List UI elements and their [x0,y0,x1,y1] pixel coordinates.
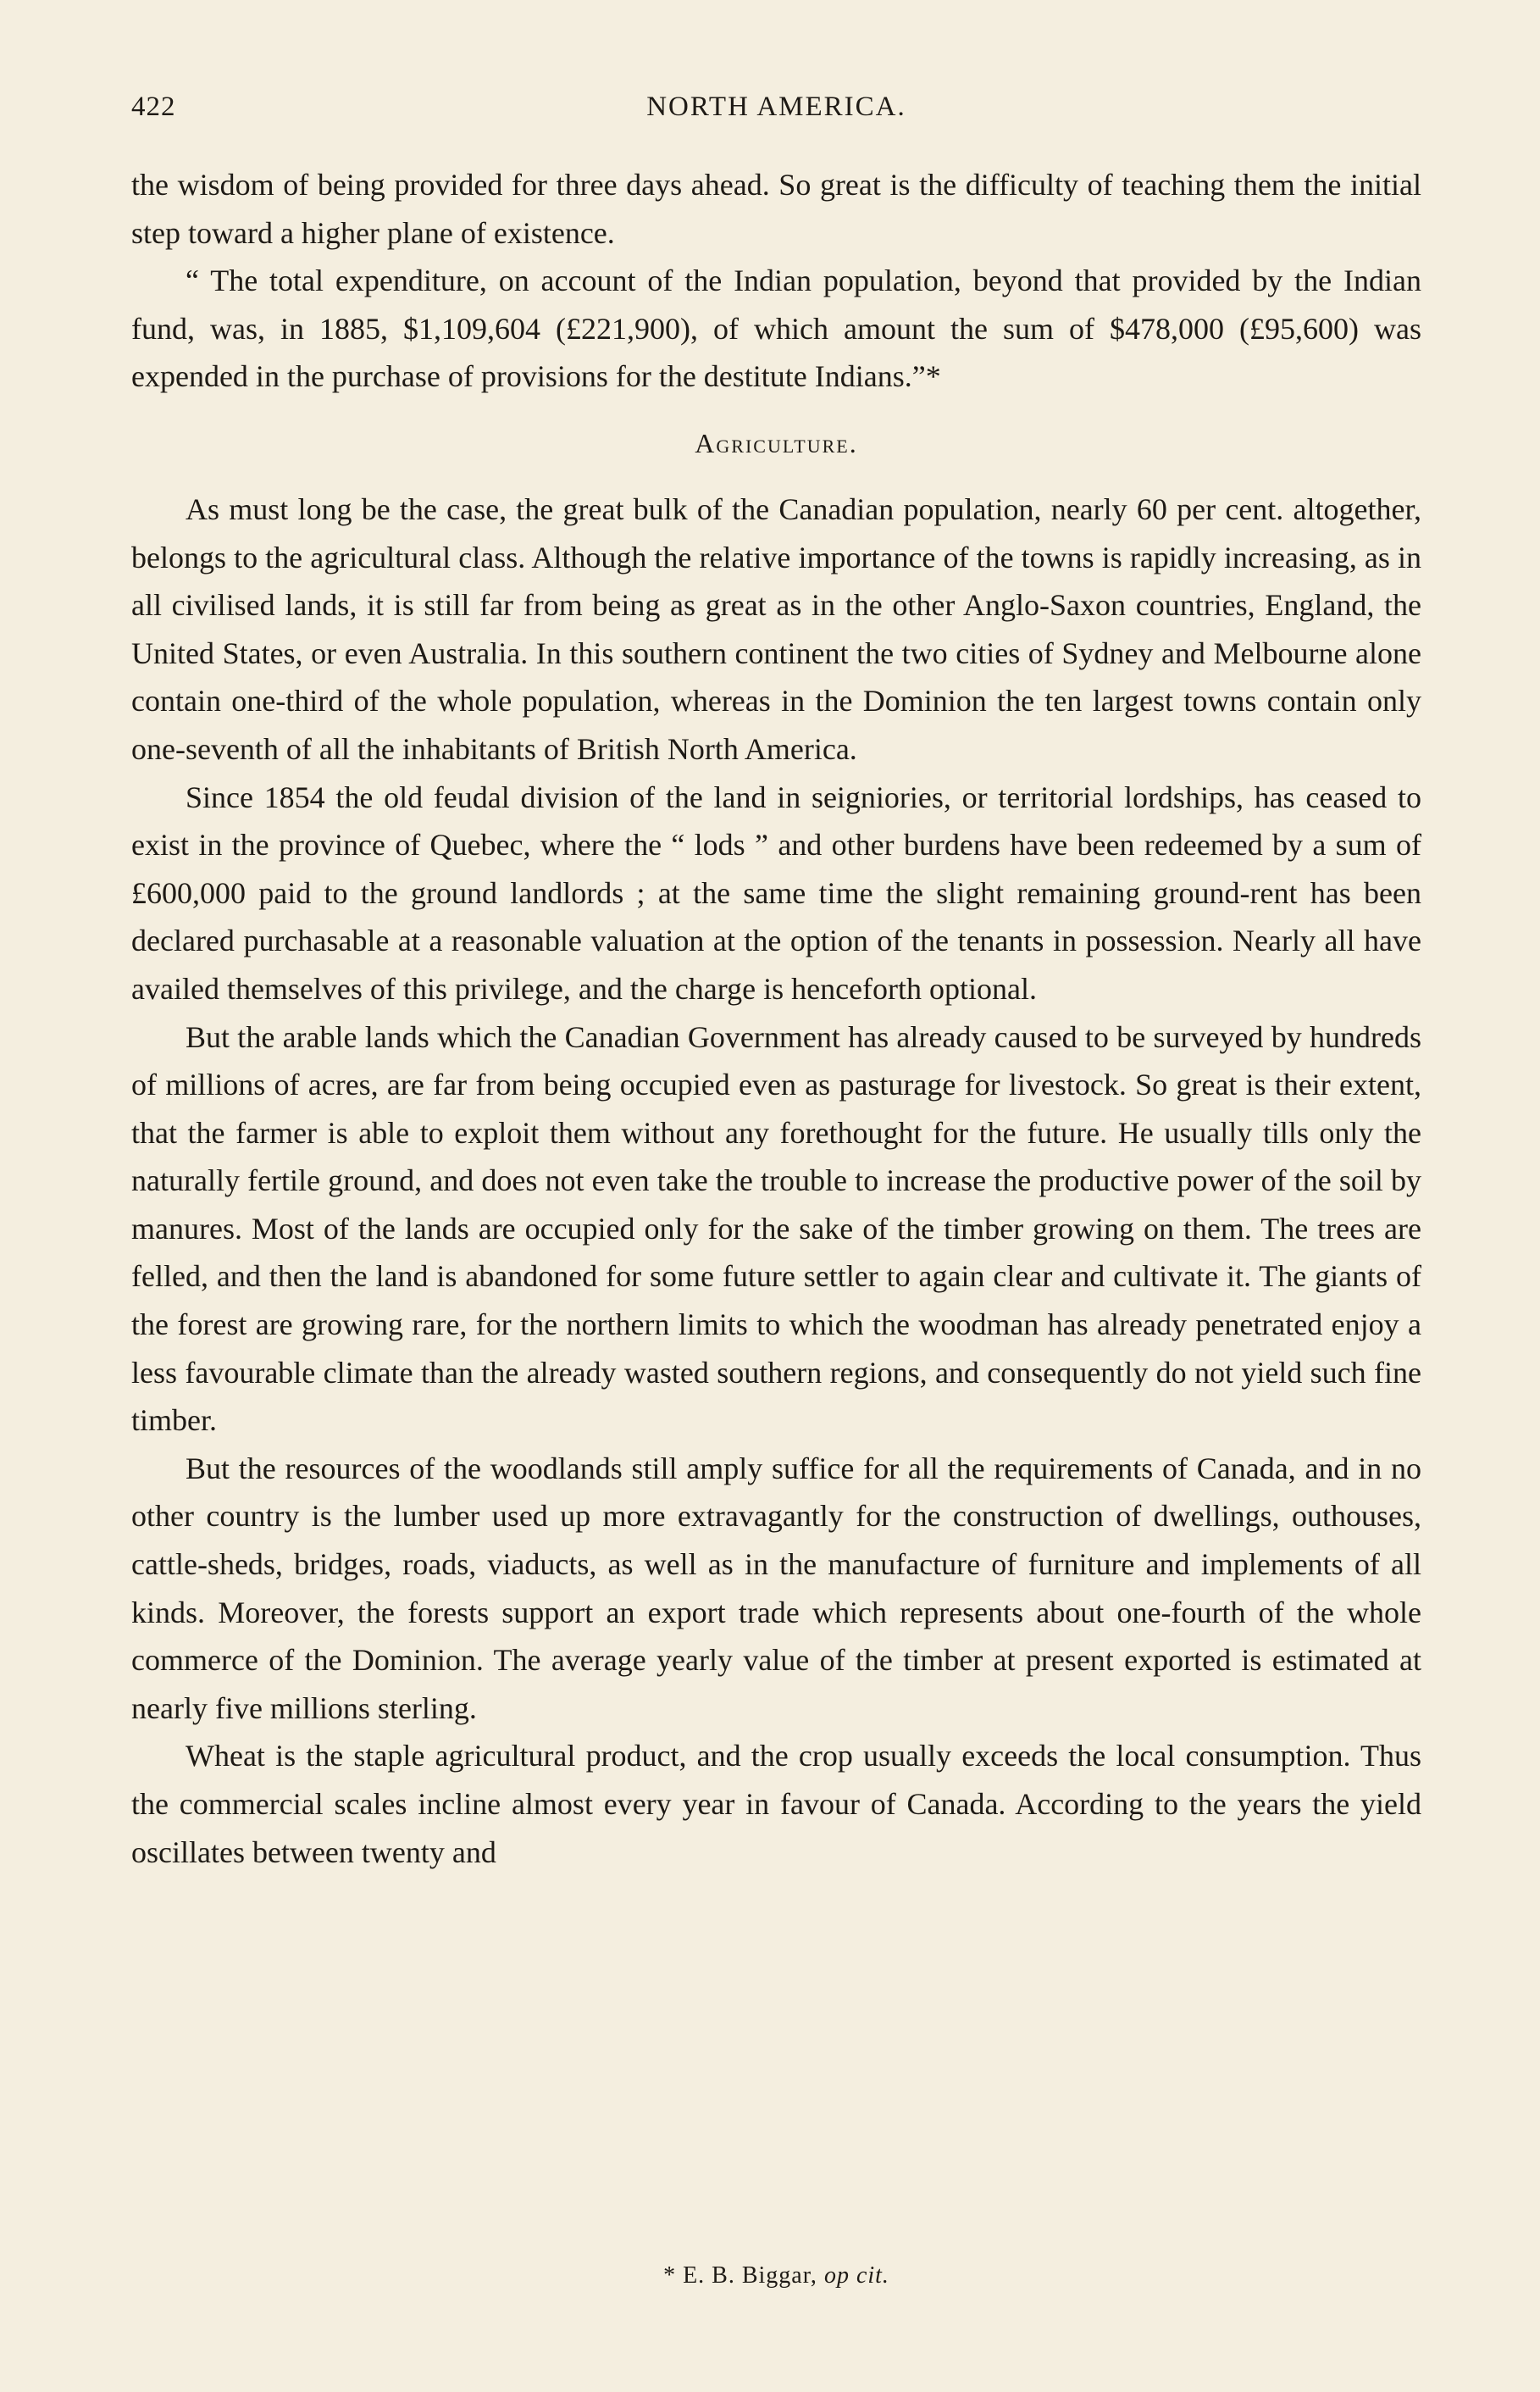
running-head [131,85,1421,136]
paragraph: the wisdom of being provided for three days ahead. So great is the difficulty of teaching them the initial step toward a higher plane of existence. [131,168,1421,250]
paragraph: But the resources of the woodlands still amply suffice for all the requirements of Canada, and in no other country is the lumber used up more extravagantly for the construction of dwellings, outhouses, cattle-sheds, bridges, roads, viaducts, as well as in the manufacture of furniture and implements of all kinds. Moreover, the forests support an export trade which represents about one-fourth of the whole commerce of the Dominion. The average yearly value of the timber at present exported is estimated at nearly five millions sterling. [131,1451,1421,1725]
footnote-italic: op cit. [823,2262,889,2289]
page-number: 422 [131,92,176,122]
paragraph: As must long be the case, the great bulk of the Canadian population, nearly 60 per cent. altogether, belongs to the agricultural class. Although the relative importance of the towns is rapidly increasing, as in all civilised lands, it is still far from being as great as in the other Anglo-Saxon countries, England, the United States, or even Australia. In this southern continent the two cities of Sydney and Melbourne alone contain one-third of the whole population, whereas in the Dominion the ten largest towns contain only one-seventh of all the inhabitants of British North America. [131,491,1421,766]
paragraph: Since 1854 the old feudal division of the land in seigniories, or territorial lordships, has ceased to exist in the province of Quebec, where the “ lods ” and other burdens have been redeemed by a sum of £600,000 paid to the ground landlords ; at the same time the slight remaining ground-rent has been declared purchasable at a reasonable valuation at the option of the tenants in possession. Nearly all have availed themselves of this privilege, and the charge is henceforth optional. [131,780,1421,1006]
book-page [131,0,1421,2392]
footnote [131,2262,1421,2289]
paragraph: Wheat is the staple agricultural product, and the crop usually exceeds the local consumption. Thus the commercial scales incline almost every year in favour of Canada. According to the years the yield oscillates between twenty and [131,1739,1421,1869]
section-heading: Agriculture. [695,427,858,458]
body-text [131,161,1421,1876]
quoted-paragraph: “ The total expenditure, on account of the Indian population, beyond that provided by the Indian fund, was, in 1885, $1,109,604 (£221,900), of which amount the sum of $478,000 (£95,600) was expended in the purchase of provisions for the destitute Indians.”* [131,264,1421,394]
footnote-text: * E. B. Biggar, [663,2262,817,2289]
paragraph: But the arable lands which the Canadian Government has already caused to be surveyed by hundreds of millions of acres, are far from being occupied even as pasturage for livestock. So great is their extent, that the farmer is able to exploit them without any forethought for the future. He usually tills only the naturally fertile ground, and does not even take the trouble to increase the productive power of the soil by manures. Most of the lands are occupied only for the sake of the timber growing on them. The trees are felled, and then the land is abandoned for some future settler to again clear and cultivate it. The giants of the forest are growing rare, for the northern limits to which the woodman has already penetrated enjoy a less favourable climate than the already wasted southern regions, and consequently do not yield such fine timber. [131,1019,1421,1438]
running-title: NORTH AMERICA. [646,92,906,122]
